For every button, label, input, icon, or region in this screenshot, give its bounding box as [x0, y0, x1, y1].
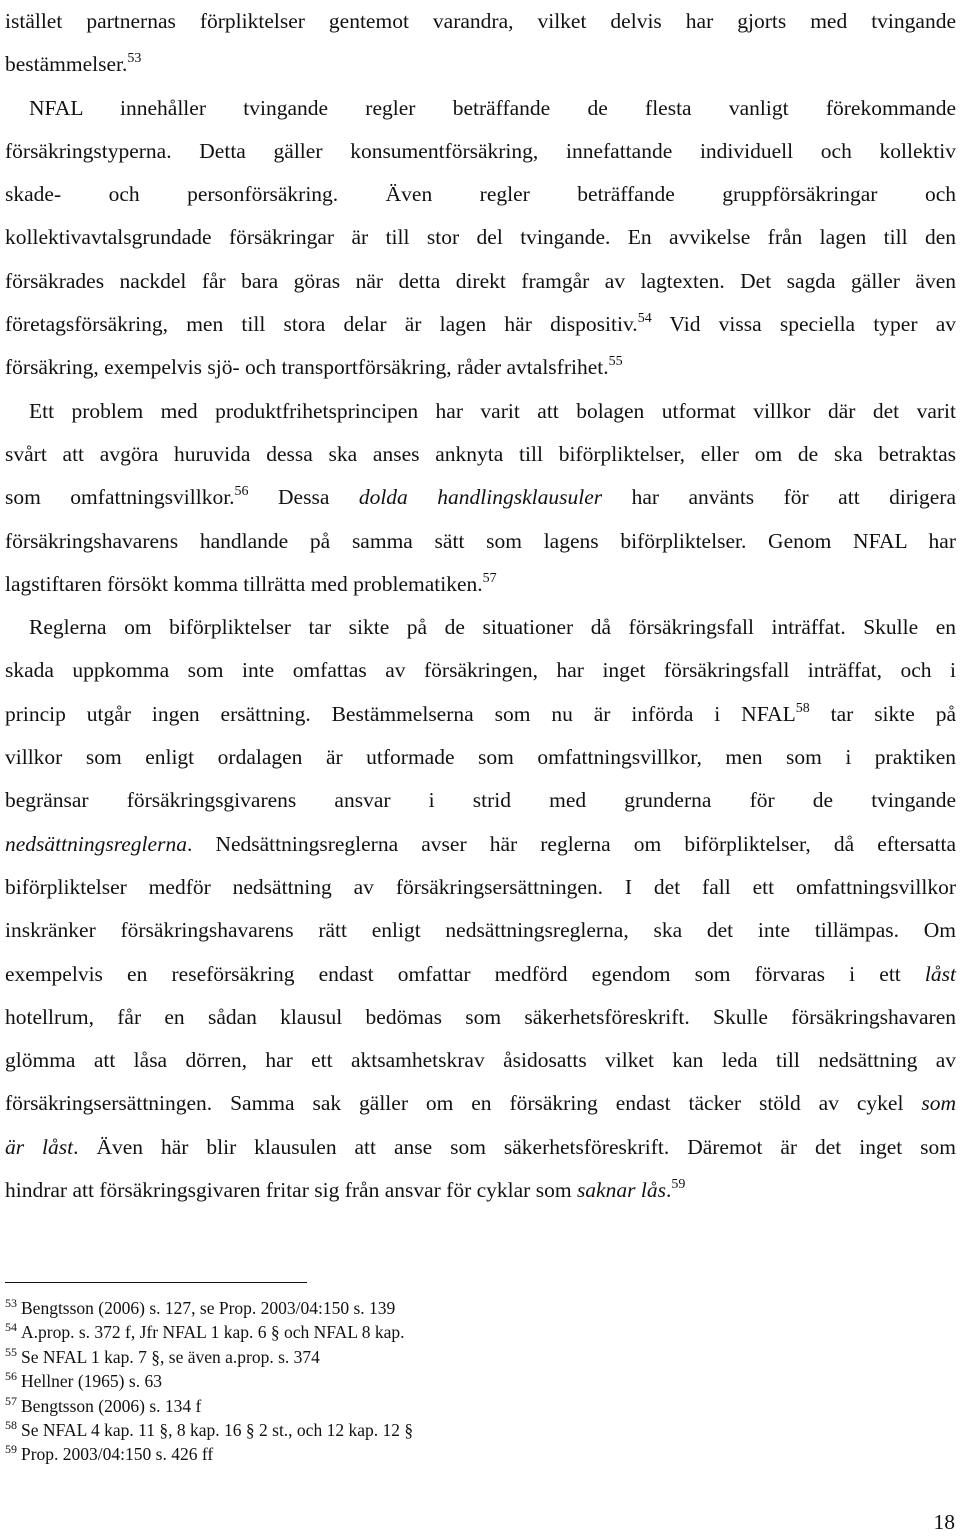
text-run: Vid vissa speciella typer av	[651, 312, 956, 337]
text-line	[5, 866, 956, 909]
footnote-text: Prop. 2003/04:150 s. 426 ff	[21, 1444, 214, 1465]
footnote-number: 57	[5, 1393, 17, 1408]
text-line	[5, 1082, 956, 1125]
text-line	[5, 996, 956, 1039]
text-run: försäkringshavarens handlande på samma sätt som lagens biförpliktelser. Genom NFAL har	[5, 528, 956, 553]
text-line	[5, 346, 956, 389]
text-line	[5, 649, 956, 692]
footnote-reference: 53	[127, 51, 142, 67]
paragraph-3	[5, 390, 956, 606]
footnote-reference: 57	[482, 570, 497, 586]
italic-text: dolda handlingsklausuler	[358, 485, 603, 510]
text-line	[5, 1126, 956, 1169]
footnote-reference: 58	[795, 700, 810, 716]
italic-text: som	[921, 1091, 956, 1116]
text-line	[5, 779, 956, 822]
text-run: villkor som enligt ordalagen är utformade som omfattningsvillkor, men som i praktiken	[5, 745, 956, 770]
text-line	[5, 1039, 956, 1082]
footnote-text: Bengtsson (2006) s. 134 f	[21, 1395, 202, 1416]
text-run: försäkring, exempelvis sjö- och transportförsäkring, råder avtalsfrihet.	[5, 355, 609, 380]
text-run: skade- och personförsäkring. Även regler beträffande gruppförsäkringar och	[5, 182, 956, 207]
text-line	[5, 520, 956, 563]
italic-text: är låst	[5, 1134, 74, 1159]
document-body	[5, 0, 956, 1212]
footnote-text: A.prop. s. 372 f, Jfr NFAL 1 kap. 6 § och NFAL 8 kap.	[21, 1322, 405, 1343]
text-line	[5, 216, 956, 259]
footnote	[5, 1320, 413, 1344]
italic-text: låst	[924, 961, 956, 986]
text-line	[5, 823, 956, 866]
text-run: kollektivavtalsgrundade försäkringar är till stor del tvingande. En avvikelse från lagen till den	[5, 225, 956, 250]
text-line	[5, 433, 956, 476]
footnote-number: 54	[5, 1320, 17, 1335]
text-run: har använts för att dirigera	[602, 485, 956, 510]
text-run: .	[665, 1178, 672, 1203]
text-line	[5, 260, 956, 303]
text-run: hindrar att försäkringsgivaren fritar sig från ansvar för cyklar som	[5, 1178, 577, 1203]
text-run: glömma att låsa dörren, har ett aktsamhetskrav åsidosatts vilket kan leda till nedsättning av	[5, 1048, 956, 1073]
text-run: . Nedsättningsreglerna avser här reglerna om biförpliktelser, då eftersatta	[186, 831, 956, 856]
text-run: försäkrades nackdel får bara göras när detta direkt framgår av lagtexten. Det sagda gäller även	[5, 268, 956, 293]
text-run: princip utgår ingen ersättning. Bestämmelserna som nu är införda i NFAL	[5, 701, 796, 726]
text-line	[5, 606, 956, 649]
footnote-number: 53	[5, 1296, 17, 1310]
text-run: skada uppkomma som inte omfattas av försäkringen, har inget försäkringsfall inträffat, och i	[5, 658, 956, 683]
text-line	[5, 736, 956, 779]
footnote-reference: 59	[671, 1177, 686, 1193]
text-line	[5, 43, 956, 86]
text-line	[5, 1169, 956, 1212]
footnote-text: Se NFAL 1 kap. 7 §, se även a.prop. s. 374	[21, 1346, 320, 1367]
footnote-reference: 55	[608, 354, 623, 370]
text-line	[5, 303, 956, 346]
text-run: som omfattningsvillkor.	[5, 485, 235, 510]
text-run: begränsar försäkringsgivarens ansvar i strid med grunderna för de tvingande	[5, 788, 956, 813]
text-run: biförpliktelser medför nedsättning av försäkringsersättningen. I det fall ett omfattningsvillkor	[5, 874, 956, 899]
footnote-number: 58	[5, 1418, 17, 1433]
italic-text: nedsättningsreglerna	[5, 831, 187, 856]
paragraph-1	[5, 0, 956, 87]
footnote	[5, 1442, 413, 1466]
text-run: NFAL innehåller tvingande regler beträffande de flesta vanligt förekommande	[29, 95, 956, 120]
text-run: exempelvis en reseförsäkring endast omfattar medförd egendom som förvaras i ett	[5, 961, 925, 986]
text-run: bestämmelser.	[5, 52, 128, 77]
footnote	[5, 1394, 413, 1418]
text-line	[5, 173, 956, 216]
text-run: istället partnernas förpliktelser gentemot varandra, vilket delvis har gjorts med tvingande	[5, 9, 956, 33]
text-line	[5, 476, 956, 519]
text-line	[5, 693, 956, 736]
text-run: Reglerna om biförpliktelser tar sikte på de situationer då försäkringsfall inträffat. Skulle en	[29, 615, 956, 640]
paragraph-4	[5, 606, 956, 1212]
footnote-number: 59	[5, 1442, 17, 1457]
text-run: Dessa	[248, 485, 359, 510]
paragraph-2	[5, 87, 956, 390]
text-run: försäkringstyperna. Detta gäller konsumentförsäkring, innefattande individuell och kollektiv	[5, 138, 956, 163]
text-run: försäkringsersättningen. Samma sak gäller om en försäkring endast täcker stöld av cykel	[5, 1091, 922, 1116]
footnote-text: Se NFAL 4 kap. 11 §, 8 kap. 16 § 2 st., och 12 kap. 12 §	[21, 1420, 414, 1441]
text-run: företagsförsäkring, men till stora delar är lagen här dispositiv.	[5, 312, 638, 337]
text-line	[5, 953, 956, 996]
text-line	[5, 130, 956, 173]
text-line	[5, 87, 956, 130]
footnote-text: Hellner (1965) s. 63	[21, 1371, 162, 1392]
text-run: hotellrum, får en sådan klausul bedömas som säkerhetsföreskrift. Skulle försäkringshavaren	[5, 1004, 956, 1029]
footnote-reference: 54	[637, 311, 652, 327]
text-run: . Även här blir klausulen att anse som säkerhetsföreskrift. Däremot är det inget som	[73, 1134, 956, 1159]
text-line	[5, 909, 956, 952]
footnote-separator	[5, 1282, 307, 1283]
page-number: 18	[933, 1510, 955, 1534]
footnote-number: 55	[5, 1344, 17, 1359]
text-line	[5, 563, 956, 606]
footnote-text: Bengtsson (2006) s. 127, se Prop. 2003/04:150 s. 139	[21, 1298, 396, 1318]
text-run: Ett problem med produktfrihetsprincipen har varit att bolagen utformat villkor där det varit	[29, 398, 956, 423]
text-run: inskränker försäkringshavarens rätt enligt nedsättningsreglerna, ska det inte tillämpas. Om	[5, 918, 956, 943]
text-line	[5, 390, 956, 433]
footnotes	[5, 1296, 413, 1467]
italic-text: saknar lås	[576, 1178, 666, 1203]
footnote	[5, 1418, 413, 1442]
footnote	[5, 1369, 413, 1393]
text-run: svårt att avgöra huruvida dessa ska anses anknyta till biförpliktelser, eller om de ska betraktas	[5, 441, 956, 466]
text-run: tar sikte på	[809, 701, 956, 726]
footnote-number: 56	[5, 1369, 17, 1384]
text-line	[5, 0, 956, 43]
footnote	[5, 1345, 413, 1369]
footnote-reference: 56	[234, 484, 249, 500]
footnote	[5, 1296, 413, 1320]
text-run: lagstiftaren försökt komma tillrätta med problematiken.	[5, 571, 483, 596]
